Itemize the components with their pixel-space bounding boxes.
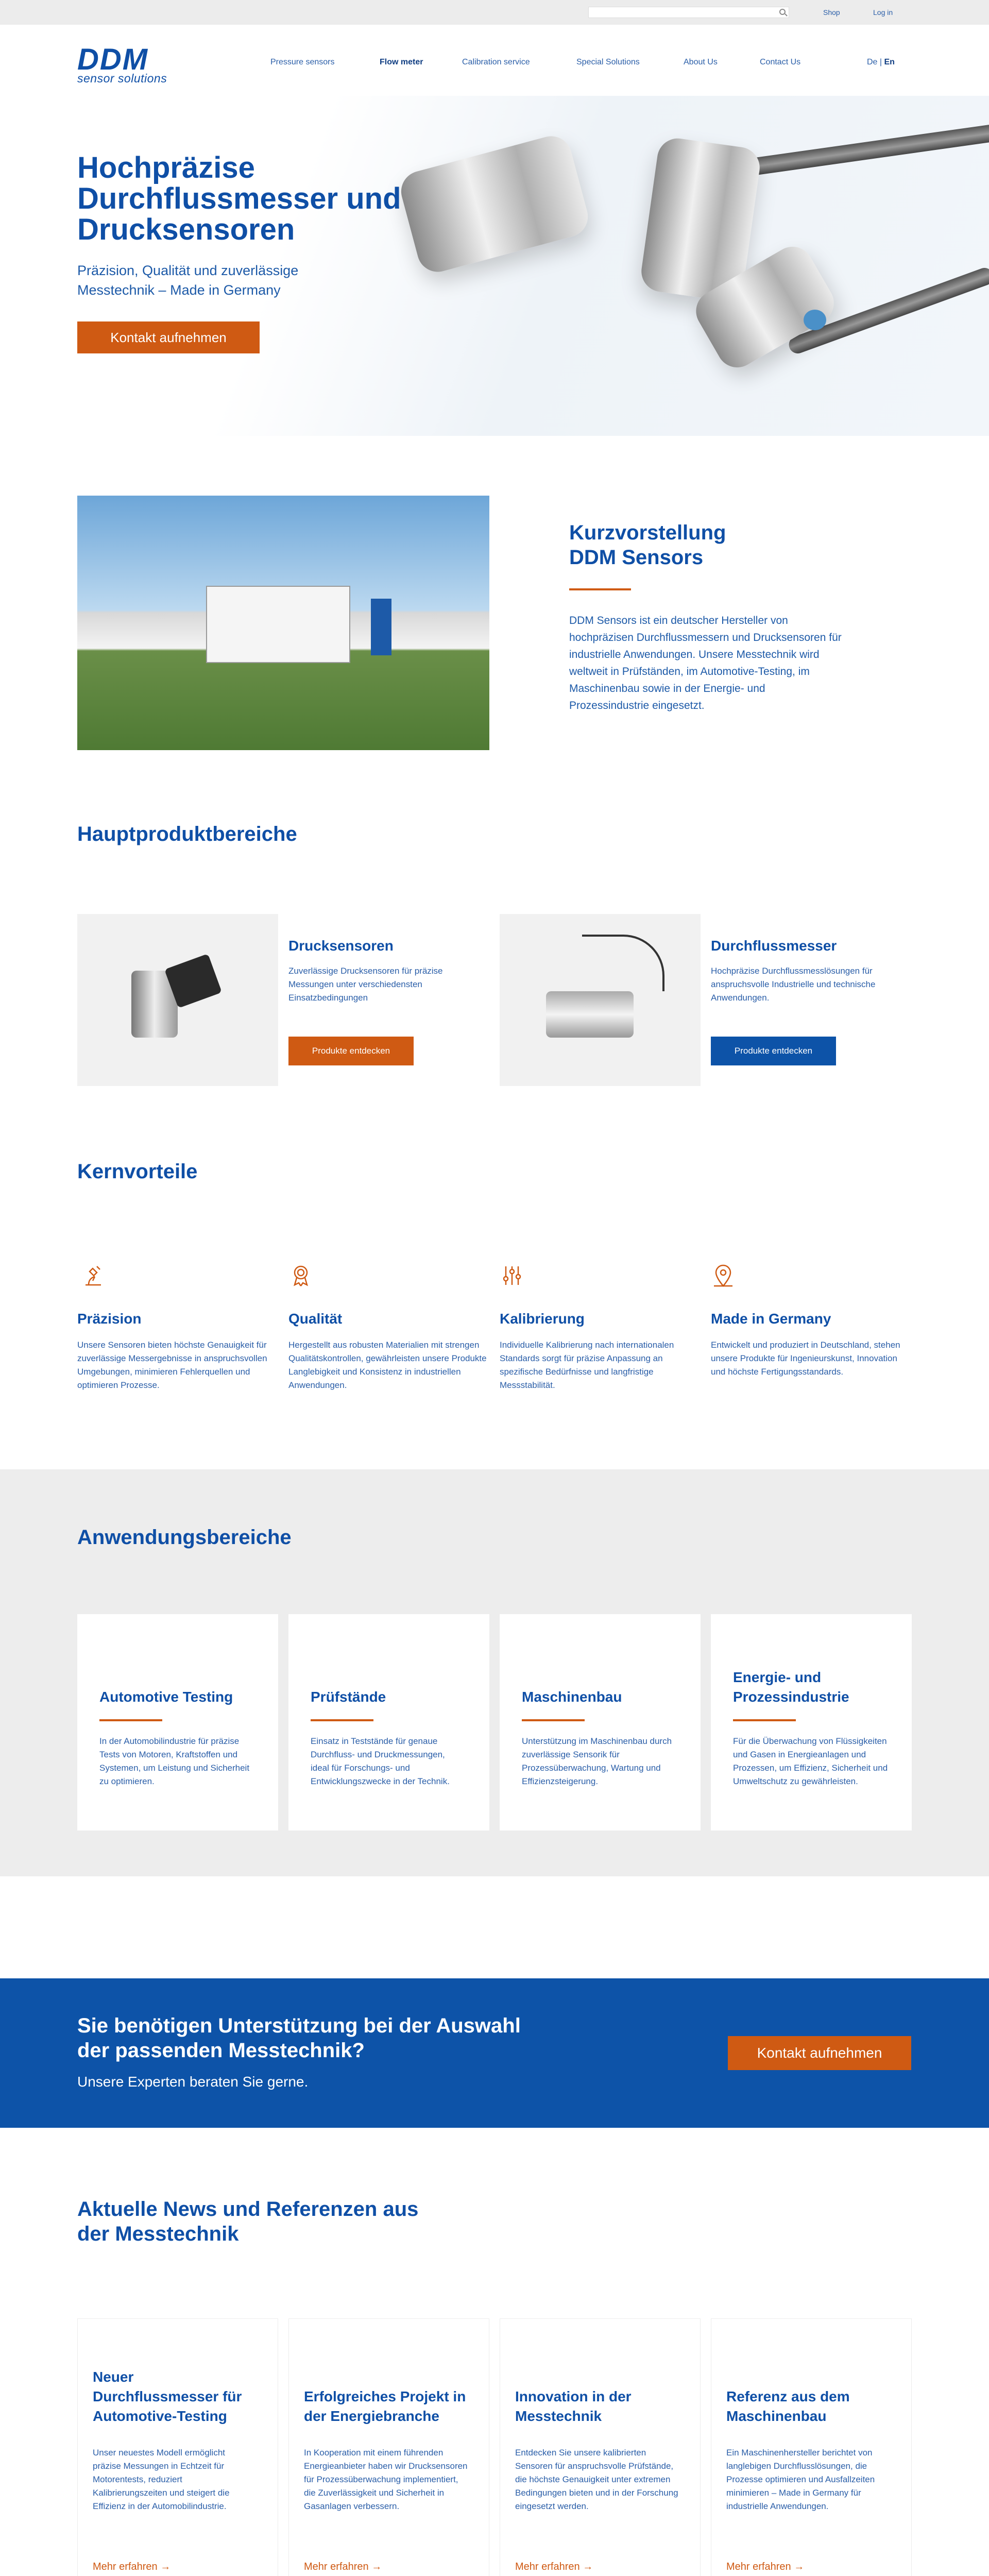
microscope-icon [81, 1263, 106, 1288]
application-title-test-benches: Prüfstände [311, 1689, 386, 1705]
product-title-pressure: Drucksensoren [288, 938, 394, 954]
pressure-products-button[interactable]: Produkte entdecken [288, 1037, 414, 1065]
application-card [288, 1614, 489, 1831]
logo[interactable]: DDM sensor solutions [77, 43, 167, 85]
top-bar [0, 0, 989, 25]
application-text-energy: Für die Überwachung von Flüssigkeiten und Gasen in Energieanlagen und Prozessen, um Effizienz, Sicherheit und Umweltschutz zu gewährleisten. [733, 1736, 888, 1786]
application-title-automotive: Automotive Testing [99, 1689, 233, 1705]
hero [0, 96, 989, 436]
flow-meter-image [500, 914, 701, 1086]
applications-title: Anwendungsbereiche [77, 1526, 292, 1549]
advantage-text-precision: Unsere Sensoren bieten höchste Genauigkeit für zuverlässige Messergebnisse in anspruchsvollen Umgebungen, minimieren Fehlerquellen und optimieren Prozesse. [77, 1340, 267, 1390]
product-text-flow: Hochpräzise Durchflussmesslösungen für anspruchsvolle Industrielle und technische Anwendungen. [711, 966, 876, 1003]
nav-contact-us[interactable]: Contact Us [760, 58, 801, 66]
nav-pressure-sensors[interactable]: Pressure sensors [270, 58, 335, 66]
pressure-sensor-image [77, 914, 278, 1086]
sliders-icon [500, 1263, 524, 1288]
language-switch [867, 58, 895, 67]
advantage-text-calibration: Individuelle Kalibrierung nach internationalen Standards sorgt für präzise Anpassung an spezifische Bedürfnisse und langfristige Messstabilität. [500, 1340, 674, 1390]
about-text: DDM Sensors ist ein deutscher Hersteller von hochpräzisen Durchflussmessern und Drucksensoren für industrielle Anwendungen. Unsere Messtechnik wird weltweit in Prüfständen, im Automotive-Testing, im Maschinenbau sowie in der Energie- und Prozessindustrie eingesetzt. [569, 615, 842, 711]
arrow-right-icon: → [160, 2561, 171, 2572]
shop-link[interactable]: Shop [823, 8, 840, 16]
location-pin-icon [711, 1263, 736, 1288]
advantage-text-made-in-germany: Entwickelt und produziert in Deutschland, stehen unsere Produkte für Ingenieurskunst, Innovation und höchste Fertigungsstandards. [711, 1340, 900, 1377]
product-text-pressure: Zuverlässige Drucksensoren für präzise Messungen unter verschiedensten Einsatzbedingungen [288, 966, 443, 1003]
application-text-automotive: In der Automobilindustrie für präzise Tests von Motoren, Kraftstoffen und Systemen, um Leistung und Sicherheit zu optimieren. [99, 1736, 250, 1786]
news-text-2: In Kooperation mit einem führenden Energieanbieter haben wir Drucksensoren für Prozessüberwachung implementiert, die Zuverlässigkeit und Sicherheit in Gasanlagen verbessern. [304, 2448, 468, 2511]
application-text-test-benches: Einsatz in Teststände für genaue Durchfluss- und Druckmessungen, ideal für Forschungs- und Entwicklungszwecke in der Technik. [311, 1736, 450, 1786]
cta-contact-button[interactable]: Kontakt aufnehmen [728, 2036, 911, 2070]
award-icon [288, 1263, 313, 1288]
news-more-link-3[interactable]: Mehr erfahren → [515, 2561, 593, 2572]
news-title-1: Neuer Durchflussmesser für Automotive-Testing [93, 2369, 242, 2424]
application-title-mechanical: Maschinenbau [522, 1689, 622, 1705]
nav-calibration-service[interactable]: Calibration service [462, 58, 530, 66]
company-building-photo [77, 496, 489, 750]
advantage-text-quality: Hergestellt aus robusten Materialien mit strengen Qualitätskontrollen, gewährleisten unsere Produkte Langlebigkeit und Konsistenz in industriellen Anwendungen. [288, 1340, 487, 1390]
arrow-right-icon: → [794, 2561, 805, 2572]
about-divider [569, 588, 631, 590]
application-title-energy: Energie- und Prozessindustrie [733, 1669, 849, 1705]
news-title: Aktuelle News und Referenzen aus der Messtechnik [77, 2198, 419, 2245]
top-search-input[interactable] [588, 7, 789, 18]
product-title-flow: Durchflussmesser [711, 938, 837, 954]
news-more-link-1[interactable]: Mehr erfahren → [93, 2561, 171, 2572]
hero-contact-button[interactable]: Kontakt aufnehmen [77, 321, 260, 353]
arrow-right-icon: → [371, 2561, 382, 2572]
hero-subtitle: Präzision, Qualität und zuverlässige Messtechnik – Made in Germany [77, 263, 299, 298]
login-link[interactable]: Log in [873, 8, 893, 16]
advantage-title-made-in-germany: Made in Germany [711, 1311, 831, 1327]
application-card [77, 1614, 278, 1831]
lang-en[interactable]: En [884, 58, 895, 66]
lang-separator: | [877, 58, 884, 66]
news-more-link-2[interactable]: Mehr erfahren → [304, 2561, 382, 2572]
advantage-title-quality: Qualität [288, 1311, 343, 1327]
application-card [711, 1614, 912, 1831]
nav-about-us[interactable]: About Us [684, 58, 718, 66]
cta-subtitle: Unsere Experten beraten Sie gerne. [77, 2074, 309, 2090]
nav-flow-meter[interactable]: Flow meter [380, 58, 423, 66]
nav-special-solutions[interactable]: Special Solutions [576, 58, 640, 66]
lang-de[interactable]: De [867, 58, 878, 66]
advantages-title: Kernvorteile [77, 1160, 198, 1183]
news-text-4: Ein Maschinenhersteller berichtet von langlebigen Durchflusslösungen, die Prozesse optimieren und Ausfallzeiten minimieren – Made in Germany für industrielle Anwendungen. [726, 2448, 875, 2511]
news-text-1: Unser neuestes Modell ermöglicht präzise Messungen in Echtzeit für Motorentests, reduziert Kalibrierungszeiten und steigert die Effizienz in der Automobilindustrie. [93, 2448, 230, 2511]
hero-title: Hochpräzise Durchflussmesser und Drucksensoren [77, 151, 401, 246]
news-title-3: Innovation in der Messtechnik [515, 2388, 632, 2424]
news-title-4: Referenz aus dem Maschinenbau [726, 2388, 850, 2424]
application-card [500, 1614, 701, 1831]
search-icon[interactable] [779, 9, 786, 15]
cta-title: Sie benötigen Unterstützung bei der Auswahl der passenden Messtechnik? [77, 2014, 521, 2062]
arrow-right-icon: → [583, 2561, 593, 2572]
news-title-2: Erfolgreiches Projekt in der Energiebranche [304, 2388, 466, 2424]
about-title: Kurzvorstellung DDM Sensors [569, 521, 726, 569]
advantage-title-calibration: Kalibrierung [500, 1311, 585, 1327]
application-text-mechanical: Unterstützung im Maschinenbau durch zuverlässige Sensorik für Prozessüberwachung, Wartung und Effizienzsteigerung. [522, 1736, 672, 1786]
news-more-link-4[interactable]: Mehr erfahren → [726, 2561, 805, 2572]
products-title: Hauptproduktbereiche [77, 823, 297, 845]
news-text-3: Entdecken Sie unsere kalibrierten Sensoren für anspruchsvolle Prüfstände, die höchste Genauigkeit unter extremen Bedingungen bieten und in der Forschung eingesetzt werden. [515, 2448, 678, 2511]
advantage-title-precision: Präzision [77, 1311, 142, 1327]
flow-products-button[interactable]: Produkte entdecken [711, 1037, 836, 1065]
